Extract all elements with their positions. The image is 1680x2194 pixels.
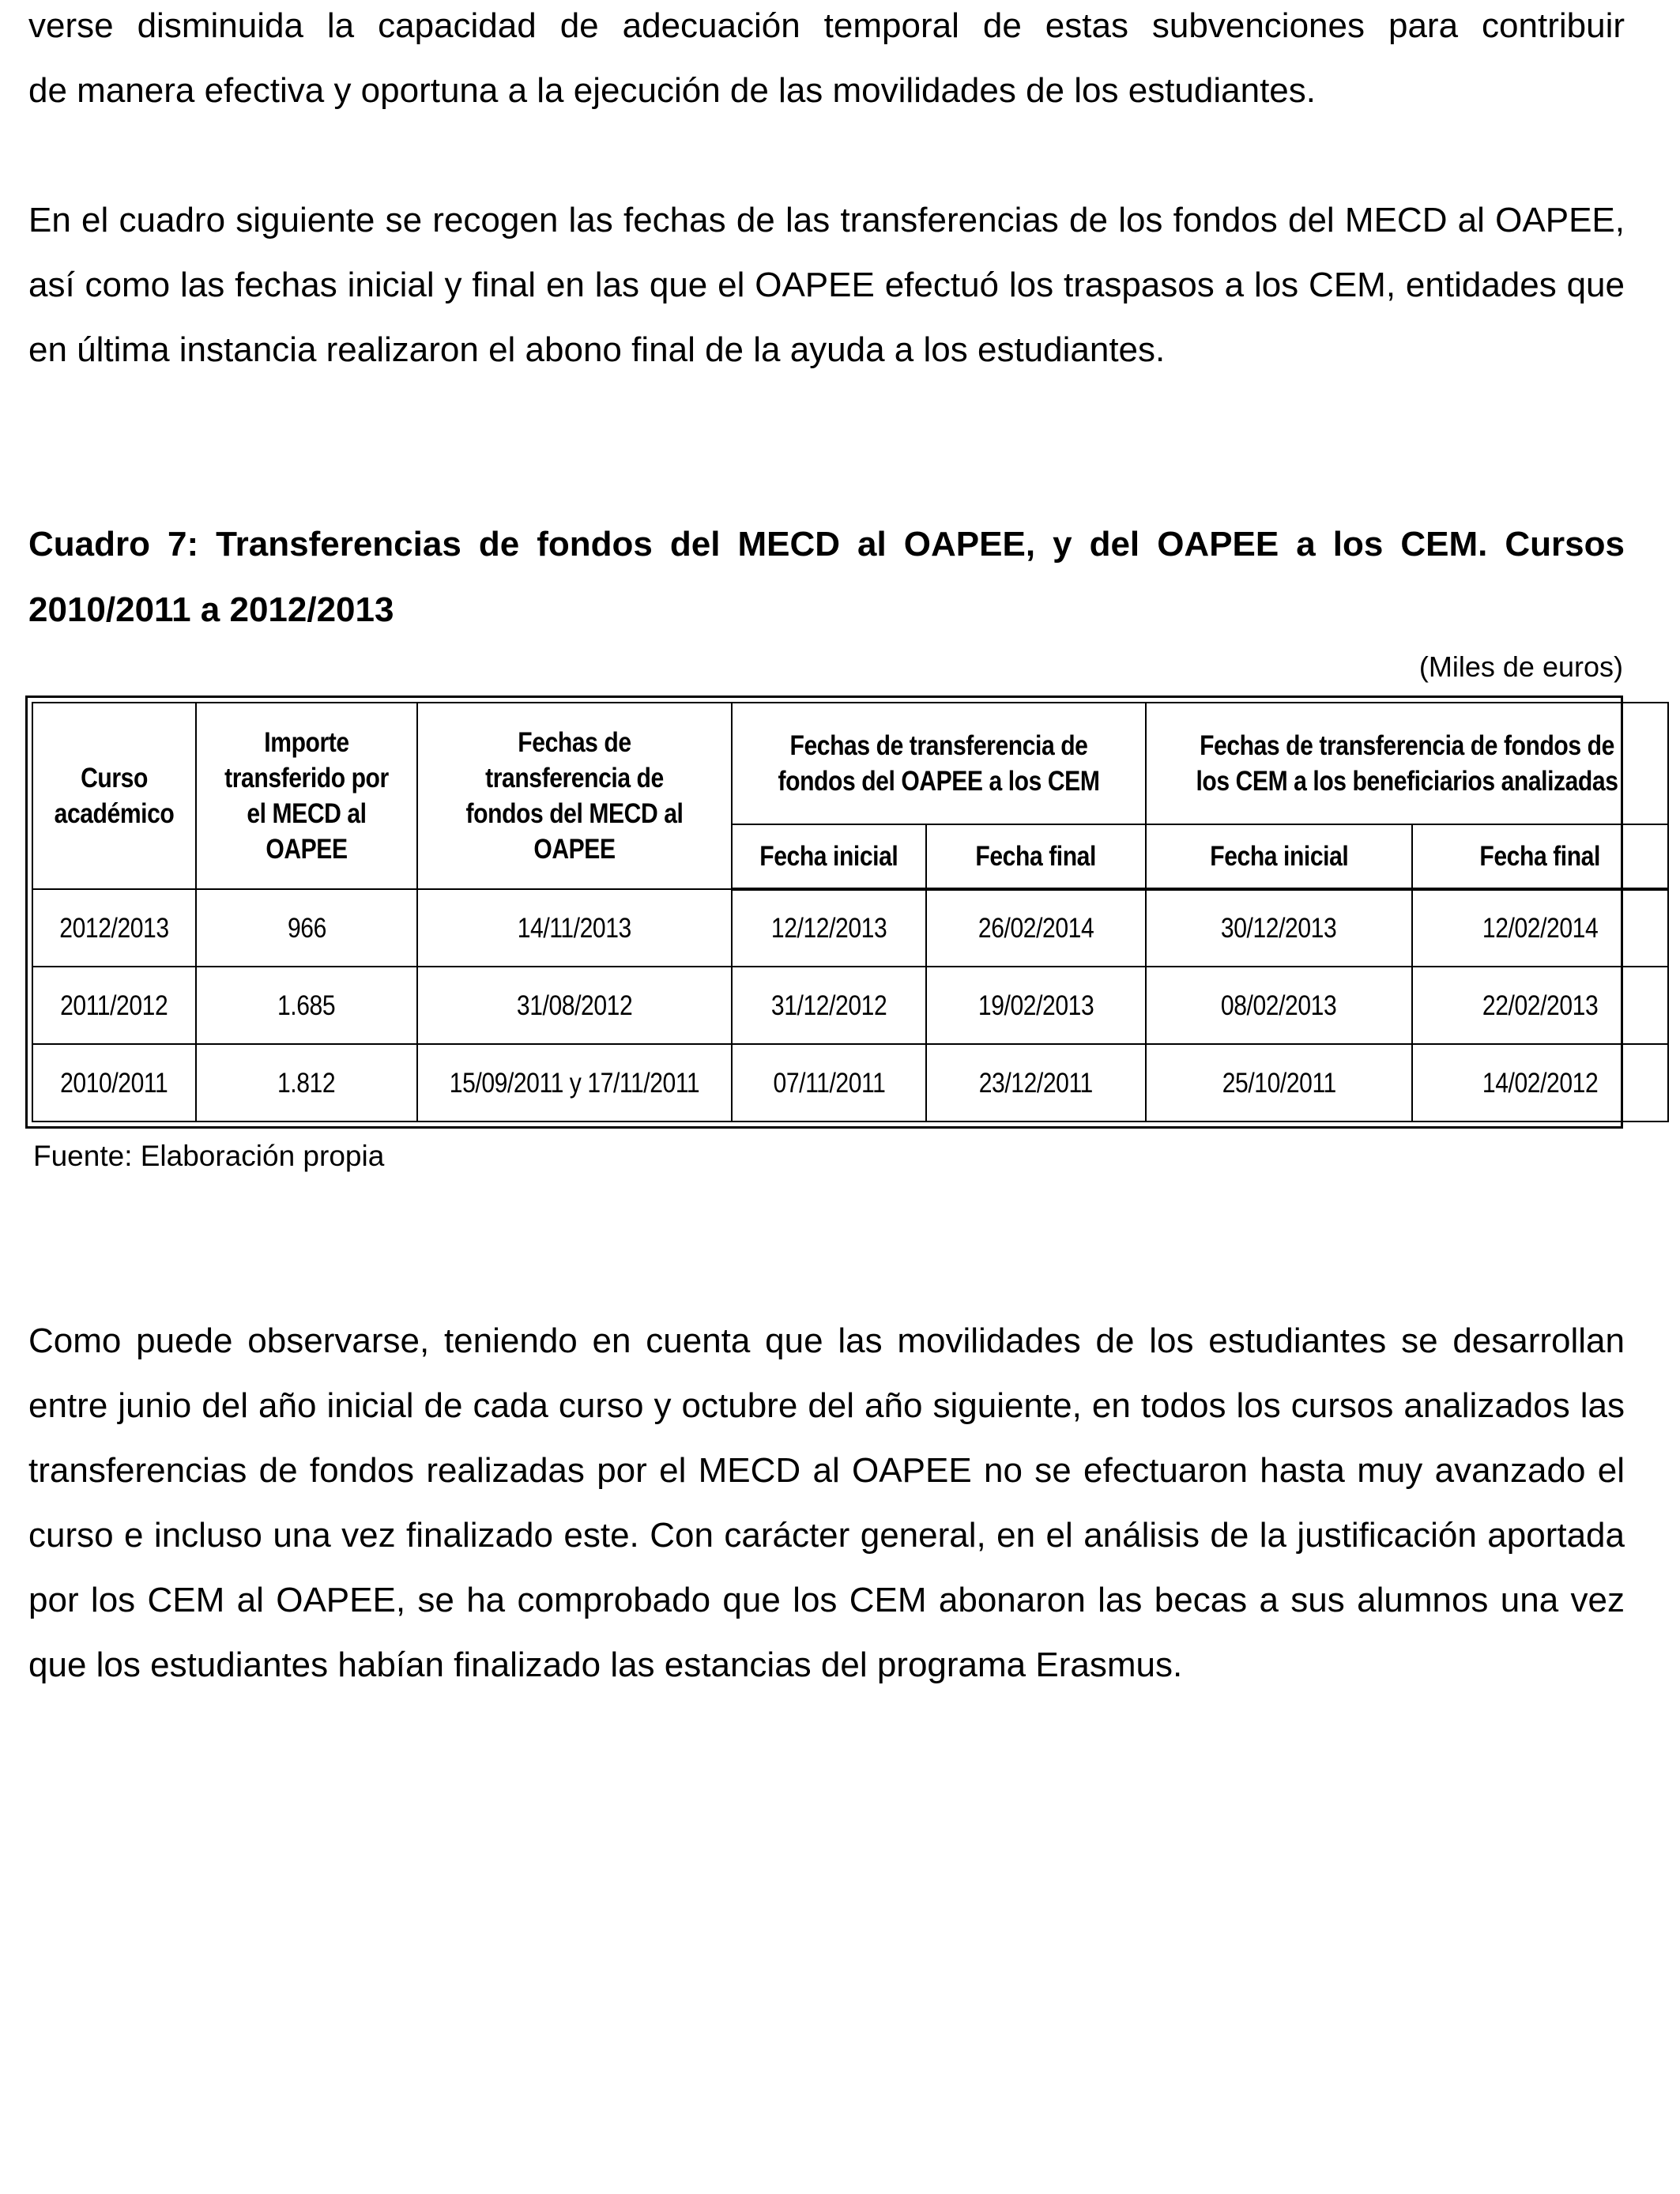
table-row (32, 889, 1668, 967)
cell-curso: 2011/2012 (32, 967, 196, 1044)
paragraph-intro-line2: de manera efectiva y oportuna a la ejecución de las movilidades de los estudiantes. (28, 71, 1316, 110)
header-curso: Curso académico (32, 703, 196, 889)
cell-fecha-mecd: 15/09/2011 y 17/11/2011 (417, 1044, 732, 1122)
table-row (32, 1044, 1668, 1122)
header-oapee-fecha-inicial: Fecha inicial (732, 824, 926, 889)
cell-fecha-mecd: 14/11/2013 (417, 889, 732, 967)
header-fechas-mecd: Fechas de transferencia de fondos del MECD al OAPEE (417, 703, 732, 889)
cell-cem-inicial: 30/12/2013 (1146, 889, 1412, 967)
cell-cem-inicial: 25/10/2011 (1146, 1044, 1412, 1122)
cell-oapee-final: 19/02/2013 (926, 967, 1146, 1044)
paragraph-intro-line1: verse disminuida la capacidad de adecuación temporal de estas subvenciones para contribuir (28, 6, 1625, 45)
cell-oapee-inicial: 07/11/2011 (732, 1044, 926, 1122)
cell-cem-final: 12/02/2014 (1412, 889, 1668, 967)
header-cem-fecha-final: Fecha final (1412, 824, 1668, 889)
cell-oapee-inicial: 12/12/2013 (732, 889, 926, 967)
table-header-row (32, 703, 1668, 824)
cell-importe: 966 (196, 889, 417, 967)
transfers-table-frame (25, 696, 1623, 1129)
cell-curso: 2012/2013 (32, 889, 196, 967)
cell-fecha-mecd: 31/08/2012 (417, 967, 732, 1044)
paragraph-conclusion: Como puede observarse, teniendo en cuenta que las movilidades de los estudiantes se desarrollan entre junio del año inicial de cada curso y octubre del año siguiente, en todos los cursos analizados las transferencias de fondos realizadas por el MECD al OAPEE no se efectuaron hasta muy avanzado el curso e incluso una vez finalizado este. Con carácter general, en el análisis de la justificación aportada por los CEM al OAPEE, se ha comprobado que los CEM abonaron las becas a sus alumnos una vez que los estudiantes habían finalizado las estancias del programa Erasmus. (28, 1321, 1625, 1684)
transfers-table (32, 702, 1669, 1122)
cell-importe: 1.812 (196, 1044, 417, 1122)
cell-oapee-inicial: 31/12/2012 (732, 967, 926, 1044)
table-row (32, 967, 1668, 1044)
cell-cem-final: 14/02/2012 (1412, 1044, 1668, 1122)
table-source: Fuente: Elaboración propia (33, 1140, 385, 1172)
cell-cem-final: 22/02/2013 (1412, 967, 1668, 1044)
header-oapee-fecha-final: Fecha final (926, 824, 1146, 889)
paragraph-intro (28, 0, 1625, 123)
cell-curso: 2010/2011 (32, 1044, 196, 1122)
header-cem-fecha-inicial: Fecha inicial (1146, 824, 1412, 889)
cell-oapee-final: 23/12/2011 (926, 1044, 1146, 1122)
paragraph-table-intro: En el cuadro siguiente se recogen las fechas de las transferencias de los fondos del MECD al OAPEE, así como las fechas inicial y final en las que el OAPEE efectuó los traspasos a los CEM, entidades que en última instancia realizaron el abono final de la ayuda a los estudiantes. (28, 201, 1625, 369)
header-group-cem-beneficiarios: Fechas de transferencia de fondos de los CEM a los beneficiarios analizadas (1146, 703, 1668, 824)
header-importe: Importe transferido por el MECD al OAPEE (196, 703, 417, 889)
cell-cem-inicial: 08/02/2013 (1146, 967, 1412, 1044)
header-group-oapee-cem: Fechas de transferencia de fondos del OAPEE a los CEM (732, 703, 1146, 824)
table-title: Cuadro 7: Transferencias de fondos del MECD al OAPEE, y del OAPEE a los CEM. Cursos 2010/2011 a 2012/2013 (28, 525, 1625, 629)
cell-oapee-final: 26/02/2014 (926, 889, 1146, 967)
table-units: (Miles de euros) (1418, 650, 1623, 683)
cell-importe: 1.685 (196, 967, 417, 1044)
